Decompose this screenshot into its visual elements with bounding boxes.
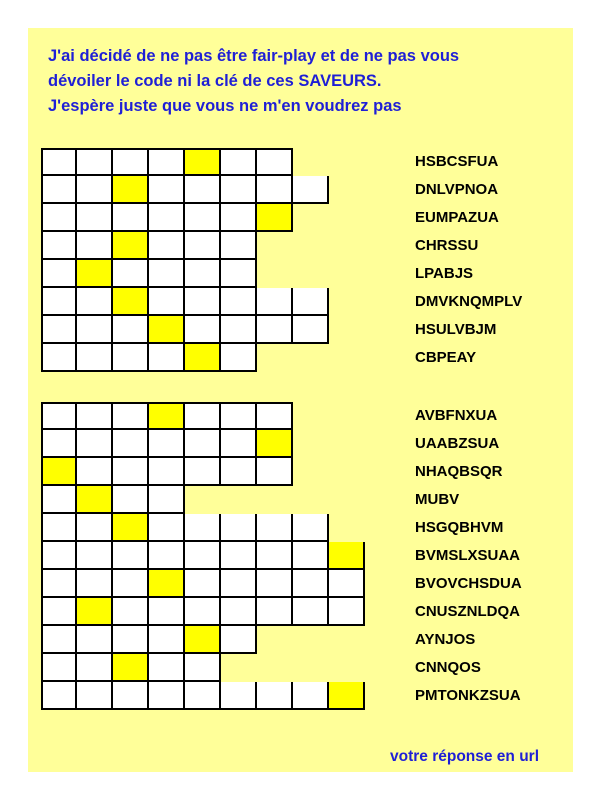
letter-cell[interactable]: [113, 626, 149, 654]
letter-cell[interactable]: [221, 176, 257, 204]
grid-1-row-2: [41, 176, 329, 204]
letter-cell[interactable]: [77, 514, 113, 542]
letter-cell[interactable]: [149, 260, 185, 288]
highlighted-letter-cell[interactable]: [257, 430, 293, 458]
grid-2-row-1: [41, 402, 365, 430]
letter-cell[interactable]: [221, 204, 257, 232]
encoded-word: LPABJS: [415, 265, 474, 282]
letter-cell[interactable]: [185, 542, 221, 570]
grid-2-row-7: [41, 570, 365, 598]
grid-1-row-3: [41, 204, 329, 232]
highlighted-letter-cell[interactable]: [185, 626, 221, 654]
letter-cell[interactable]: [77, 148, 113, 176]
letter-cell[interactable]: [41, 260, 77, 288]
letter-cell[interactable]: [77, 316, 113, 344]
highlighted-letter-cell[interactable]: [113, 288, 149, 316]
highlighted-letter-cell[interactable]: [77, 260, 113, 288]
encoded-word: AVBFNXUA: [415, 407, 498, 424]
letter-cell[interactable]: [41, 598, 77, 626]
highlighted-letter-cell[interactable]: [77, 598, 113, 626]
answer-url-link[interactable]: votre réponse en url: [389, 748, 539, 765]
letter-cell[interactable]: [77, 344, 113, 372]
letter-cell[interactable]: [257, 402, 293, 430]
letter-cell[interactable]: [221, 402, 257, 430]
highlighted-letter-cell[interactable]: [185, 148, 221, 176]
letter-cell[interactable]: [113, 682, 149, 710]
letter-cell[interactable]: [41, 344, 77, 372]
intro-line-1: J'ai décidé de ne pas être fair-play et de ne pas vous: [48, 47, 460, 65]
letter-cell[interactable]: [77, 626, 113, 654]
letter-cell[interactable]: [113, 486, 149, 514]
letter-cell[interactable]: [77, 430, 113, 458]
letter-cell[interactable]: [185, 654, 221, 682]
letter-cell[interactable]: [185, 514, 221, 542]
letter-cell[interactable]: [113, 430, 149, 458]
encoded-word: CNNQOS: [415, 659, 481, 676]
encoded-word: AYNJOS: [415, 631, 476, 648]
letter-cell[interactable]: [149, 542, 185, 570]
encoded-word: UAABZSUA: [415, 435, 500, 452]
intro-line-2: dévoiler le code ni la clé de ces SAVEURS.: [48, 72, 382, 90]
letter-cell[interactable]: [329, 570, 365, 598]
letter-cell[interactable]: [41, 654, 77, 682]
encoded-word: MUBV: [415, 491, 460, 508]
highlighted-letter-cell[interactable]: [113, 176, 149, 204]
encoded-word: DMVKNQMPLV: [415, 293, 523, 310]
highlighted-letter-cell[interactable]: [113, 232, 149, 260]
letter-cell[interactable]: [77, 288, 113, 316]
letter-cell[interactable]: [77, 232, 113, 260]
letter-cell[interactable]: [41, 232, 77, 260]
highlighted-letter-cell[interactable]: [113, 514, 149, 542]
encoded-word: DNLVPNOA: [415, 181, 499, 198]
highlighted-letter-cell[interactable]: [41, 458, 77, 486]
grid-1-row-5: [41, 260, 329, 288]
letter-cell[interactable]: [221, 288, 257, 316]
letter-cell[interactable]: [149, 232, 185, 260]
letter-grid-2: [41, 402, 365, 710]
letter-cell[interactable]: [293, 598, 329, 626]
letter-cell[interactable]: [257, 598, 293, 626]
grid-2-row-9: [41, 626, 365, 654]
letter-cell[interactable]: [257, 176, 293, 204]
letter-cell[interactable]: [221, 514, 257, 542]
letter-cell[interactable]: [221, 260, 257, 288]
grid-1-row-6: [41, 288, 329, 316]
grid-2-row-11: [41, 682, 365, 710]
letter-cell[interactable]: [149, 148, 185, 176]
highlighted-letter-cell[interactable]: [77, 486, 113, 514]
letter-cell[interactable]: [77, 176, 113, 204]
letter-cell[interactable]: [77, 204, 113, 232]
encoded-word: HSULVBJM: [415, 321, 497, 338]
letter-cell[interactable]: [221, 344, 257, 372]
letter-cell[interactable]: [257, 514, 293, 542]
letter-cell[interactable]: [293, 542, 329, 570]
grid-2-row-2: [41, 430, 365, 458]
letter-cell[interactable]: [41, 626, 77, 654]
letter-cell[interactable]: [41, 430, 77, 458]
grid-1-row-7: [41, 316, 329, 344]
letter-cell[interactable]: [293, 288, 329, 316]
letter-cell[interactable]: [149, 344, 185, 372]
letter-cell[interactable]: [293, 514, 329, 542]
letter-cell[interactable]: [221, 682, 257, 710]
letter-cell[interactable]: [257, 316, 293, 344]
letter-cell[interactable]: [113, 260, 149, 288]
letter-cell[interactable]: [41, 402, 77, 430]
highlighted-letter-cell[interactable]: [149, 402, 185, 430]
letter-cell[interactable]: [293, 176, 329, 204]
letter-cell[interactable]: [185, 570, 221, 598]
letter-cell[interactable]: [221, 430, 257, 458]
letter-cell[interactable]: [257, 148, 293, 176]
code-list-2: [415, 402, 522, 710]
intro-text: [48, 44, 568, 119]
letter-cell[interactable]: [221, 570, 257, 598]
letter-cell[interactable]: [293, 570, 329, 598]
letter-cell[interactable]: [41, 316, 77, 344]
letter-cell[interactable]: [257, 288, 293, 316]
letter-cell[interactable]: [149, 626, 185, 654]
encoded-word: BVMSLXSUAA: [415, 547, 521, 564]
letter-cell[interactable]: [149, 682, 185, 710]
letter-cell[interactable]: [149, 486, 185, 514]
encoded-word: CNUSZNLDQA: [415, 603, 520, 620]
letter-cell[interactable]: [41, 204, 77, 232]
letter-cell[interactable]: [149, 204, 185, 232]
code-list-1: [415, 148, 522, 372]
letter-cell[interactable]: [293, 316, 329, 344]
highlighted-letter-cell[interactable]: [329, 542, 365, 570]
letter-cell[interactable]: [185, 598, 221, 626]
letter-cell[interactable]: [41, 514, 77, 542]
letter-cell[interactable]: [113, 344, 149, 372]
grid-1-row-1: [41, 148, 329, 176]
highlighted-letter-cell[interactable]: [149, 316, 185, 344]
encoded-word: HSGQBHVM: [415, 519, 504, 536]
letter-cell[interactable]: [113, 458, 149, 486]
letter-cell[interactable]: [77, 542, 113, 570]
letter-cell[interactable]: [41, 542, 77, 570]
letter-cell[interactable]: [113, 542, 149, 570]
letter-cell[interactable]: [41, 288, 77, 316]
intro-line-3: J'espère juste que vous ne m'en voudrez pas: [48, 97, 402, 115]
encoded-word: NHAQBSQR: [415, 463, 503, 480]
letter-cell[interactable]: [221, 148, 257, 176]
encoded-word: HSBCSFUA: [415, 153, 499, 170]
letter-cell[interactable]: [257, 542, 293, 570]
grid-2-row-4: [41, 486, 365, 514]
encoded-word: EUMPAZUA: [415, 209, 499, 226]
letter-cell[interactable]: [41, 148, 77, 176]
highlighted-letter-cell[interactable]: [257, 204, 293, 232]
highlighted-letter-cell[interactable]: [113, 654, 149, 682]
letter-cell[interactable]: [149, 598, 185, 626]
letter-cell[interactable]: [149, 176, 185, 204]
encoded-word: PMTONKZSUA: [415, 687, 521, 704]
letter-cell[interactable]: [221, 598, 257, 626]
letter-cell[interactable]: [185, 232, 221, 260]
letter-cell[interactable]: [77, 654, 113, 682]
letter-cell[interactable]: [185, 260, 221, 288]
letter-cell[interactable]: [221, 542, 257, 570]
encoded-word: CHRSSU: [415, 237, 479, 254]
letter-cell[interactable]: [257, 682, 293, 710]
letter-cell[interactable]: [185, 316, 221, 344]
letter-cell[interactable]: [149, 458, 185, 486]
letter-cell[interactable]: [41, 486, 77, 514]
letter-cell[interactable]: [221, 626, 257, 654]
letter-cell[interactable]: [77, 570, 113, 598]
letter-cell[interactable]: [221, 458, 257, 486]
letter-cell[interactable]: [185, 288, 221, 316]
encoded-word: CBPEAY: [415, 349, 477, 366]
letter-cell[interactable]: [185, 176, 221, 204]
letter-cell[interactable]: [329, 598, 365, 626]
letter-cell[interactable]: [257, 570, 293, 598]
letter-cell[interactable]: [41, 682, 77, 710]
letter-cell[interactable]: [149, 288, 185, 316]
letter-cell[interactable]: [113, 204, 149, 232]
letter-cell[interactable]: [113, 570, 149, 598]
grid-2-row-3: [41, 458, 365, 486]
letter-cell[interactable]: [149, 514, 185, 542]
letter-cell[interactable]: [77, 402, 113, 430]
letter-cell[interactable]: [113, 598, 149, 626]
letter-cell[interactable]: [113, 402, 149, 430]
highlighted-letter-cell[interactable]: [185, 344, 221, 372]
letter-cell[interactable]: [77, 458, 113, 486]
grid-2-row-5: [41, 514, 365, 542]
highlighted-letter-cell[interactable]: [149, 570, 185, 598]
letter-cell[interactable]: [149, 654, 185, 682]
letter-grid-1: [41, 148, 329, 372]
puzzle-sheet: [28, 28, 573, 772]
grid-2-row-6: [41, 542, 365, 570]
letter-cell[interactable]: [257, 458, 293, 486]
highlighted-letter-cell[interactable]: [329, 682, 365, 710]
letter-cell[interactable]: [77, 682, 113, 710]
encoded-word: BVOVCHSDUA: [415, 575, 522, 592]
letter-cell[interactable]: [221, 316, 257, 344]
letter-cell[interactable]: [293, 682, 329, 710]
letter-cell[interactable]: [185, 682, 221, 710]
grid-2-row-8: [41, 598, 365, 626]
letter-cell[interactable]: [113, 148, 149, 176]
letter-cell[interactable]: [185, 430, 221, 458]
letter-cell[interactable]: [149, 430, 185, 458]
letter-cell[interactable]: [41, 570, 77, 598]
letter-cell[interactable]: [185, 402, 221, 430]
letter-cell[interactable]: [185, 204, 221, 232]
grid-2-row-10: [41, 654, 365, 682]
grid-1-row-8: [41, 344, 329, 372]
letter-cell[interactable]: [185, 458, 221, 486]
letter-cell[interactable]: [41, 176, 77, 204]
letter-cell[interactable]: [221, 232, 257, 260]
grid-1-row-4: [41, 232, 329, 260]
letter-cell[interactable]: [113, 316, 149, 344]
